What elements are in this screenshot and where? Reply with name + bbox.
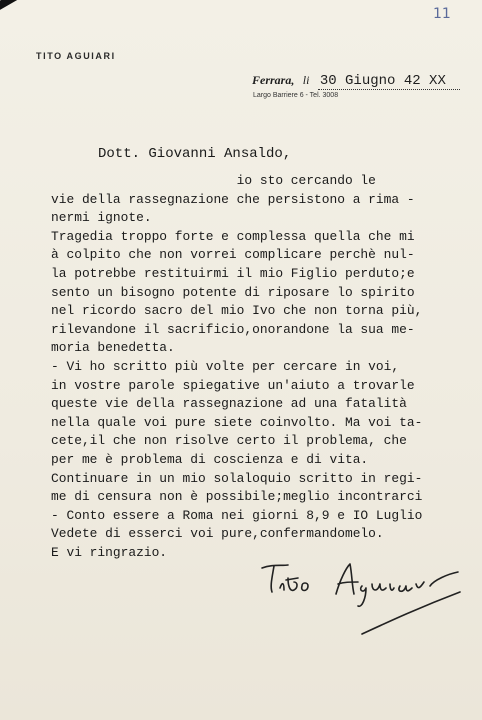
letter-body [51, 172, 481, 562]
body-line: queste vie della rassegnazione ad una fatalità [51, 396, 407, 412]
body-line: per me è problema di coscienza e di vita. [51, 451, 369, 467]
body-line: Vedete di esserci voi pure,confermandomelo. [51, 526, 384, 542]
body-line: io sto cercando le [51, 173, 376, 188]
date-li: li [302, 73, 310, 87]
body-line: nermi ignote. [51, 210, 152, 226]
body-line: - Vi ho scritto più volte per cercare in voi, [51, 358, 400, 374]
body-line: - Conto essere a Roma nei giorni 8,9 e IO Luglio [51, 507, 423, 523]
mourning-band [0, 0, 52, 25]
date-line [252, 73, 460, 90]
body-line: Continuare in un mio solaloquio scritto in regi- [51, 470, 423, 486]
letterhead-address: Largo Barriere 6 - Tel. 3008 [253, 92, 339, 99]
body-line: cete,il che non risolve certo il problema, che [51, 433, 407, 449]
page-number: 11 [433, 6, 451, 22]
body-line: Tragedia troppo forte e complessa quella che mi [51, 228, 415, 244]
body-line: moria benedetta. [51, 340, 175, 356]
date-city: Ferrara, [252, 73, 295, 87]
body-line: me di censura non è possibile;meglio incontrarci [51, 489, 423, 505]
handwritten-signature [258, 560, 468, 640]
body-line: sento un bisogno potente di riposare lo spirito [51, 284, 415, 300]
signature-icon [258, 560, 468, 640]
letterhead-name: TITO AGUIARI [36, 51, 116, 61]
body-line: rilevandone il sacrificio,onorandone la sua me- [51, 321, 415, 337]
body-line: vie della rassegnazione che persistono a rima - [51, 191, 415, 207]
body-line: nel ricordo sacro del mio Ivo che non torna più, [51, 303, 423, 319]
salutation: Dott. Giovanni Ansaldo, [98, 146, 292, 162]
date-value: 30 Giugno 42 XX [319, 73, 446, 89]
body-line: nella quale voi pure siete coinvolto. Ma voi ta- [51, 414, 423, 430]
date-field [318, 73, 460, 90]
body-line: la potrebbe restituirmi il mio Figlio perduto;e [51, 265, 415, 281]
body-line: E vi ringrazio. [51, 544, 168, 560]
body-line: à colpito che non vorrei complicare perchè nul- [51, 247, 415, 263]
body-line: in vostre parole spiegative un'aiuto a trovarle [51, 377, 415, 393]
